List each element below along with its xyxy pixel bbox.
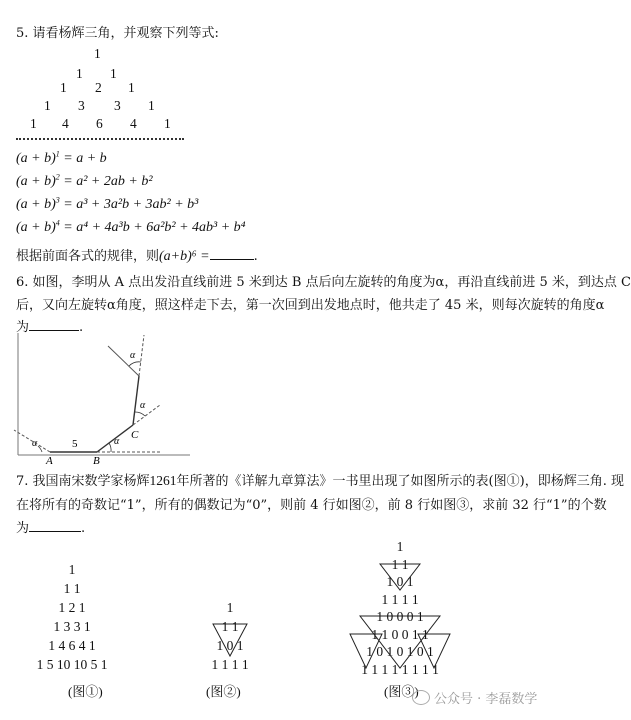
- triangle-row: 1: [396, 539, 404, 554]
- question-text: 7. 我国南宋数学家杨辉: [16, 474, 150, 489]
- triangle-row: 1: [226, 600, 234, 615]
- equation-rhs: = a³ + 3a²b + 3ab² + b³: [63, 197, 199, 212]
- equation-rhs: = a⁴ + 4a³b + 6a²b² + 4ab³ + b⁴: [63, 220, 246, 235]
- length-label: 5: [72, 438, 78, 450]
- inverted-triangle-shape: [213, 624, 247, 656]
- equation-exponent: 1: [55, 149, 60, 159]
- triangle-cell: 1: [94, 46, 101, 61]
- triangle-row: 1 1: [391, 556, 409, 572]
- equation-exponent: 4: [55, 218, 60, 228]
- equation-rhs: = a + b: [63, 151, 107, 166]
- caption-fig1: (图①): [68, 684, 103, 699]
- triangle-row: 1 1 1 1: [211, 657, 249, 672]
- triangle-cell: 1: [76, 66, 83, 81]
- equation-lhs: (a + b): [16, 220, 56, 235]
- question-suffix: .: [81, 521, 86, 536]
- question-expr: (a+b)⁶ =: [159, 249, 210, 264]
- triangle-cell: 1: [110, 66, 117, 81]
- q5-question: [16, 245, 258, 265]
- alpha-label: α: [130, 350, 136, 361]
- equation-lhs: (a + b): [16, 174, 56, 189]
- triangle-cell: 1: [128, 80, 135, 95]
- equation-exponent: 2: [55, 172, 60, 182]
- triangle-row: 1 4 6 4 1: [48, 638, 96, 653]
- q6-line2: 后，又向左旋转α角度，照这样走下去，第一次回到出发地点时，他共走了 45 米，则每次旋转的角度α: [16, 298, 605, 313]
- question-suffix: .: [253, 249, 258, 264]
- alpha-label: α: [114, 436, 120, 447]
- q6-walk-figure: [0, 330, 200, 467]
- question-text: 根据前面各式的规律，则: [16, 249, 160, 264]
- q5-heading: 5. 请看杨辉三角，并观察下列等式:: [16, 26, 219, 41]
- triangle-row: 1 1: [221, 619, 239, 634]
- point-label-a: A: [46, 455, 53, 467]
- triangle-cell: 1: [30, 116, 37, 131]
- dashed-extension: [133, 405, 160, 425]
- question-text: 年所著的《详解九章算法》一书里出现了如图所示的表(图①)，即杨辉三角. 现: [176, 474, 624, 489]
- question-text: 为: [16, 320, 30, 335]
- triangle-row: 1 0 1 0 1 0 1: [366, 644, 434, 659]
- alpha-label: α: [140, 400, 146, 411]
- triangle-cell: 2: [95, 80, 102, 95]
- triangle-cell: 3: [78, 98, 85, 113]
- triangle-row: 1 0 1: [386, 574, 414, 589]
- caption-fig2: (图②): [206, 684, 241, 699]
- inverted-triangle-shape: [380, 564, 420, 590]
- alpha-label: α: [32, 438, 38, 449]
- angle-arc: [109, 443, 111, 452]
- answer-blank[interactable]: [29, 531, 81, 532]
- watermark: [412, 688, 537, 707]
- triangle-row: 1 5 10 10 5 1: [36, 657, 108, 672]
- point-label-b: B: [93, 455, 100, 467]
- triangle-cell: 1: [60, 80, 67, 95]
- equation-exponent: 3: [55, 195, 60, 205]
- triangle-cell: 3: [114, 98, 121, 113]
- fig2-inverted-triangle: [210, 618, 250, 662]
- triangle-row: 1 1 1 1 1 1 1 1: [361, 661, 439, 677]
- angle-arc: [38, 446, 42, 452]
- equation-lhs: (a + b): [16, 197, 56, 212]
- triangle-row: 1 1 0 0 1 1: [371, 626, 429, 642]
- triangle-cell: 4: [62, 116, 69, 131]
- q7-line3: [16, 517, 85, 536]
- inverted-triangle-shape: [360, 616, 440, 668]
- equation-rhs: = a² + 2ab + b²: [63, 174, 153, 189]
- caption-fig3: (图③): [384, 684, 419, 699]
- fig1-pascal-triangle: [12, 560, 132, 674]
- question-suffix: .: [79, 320, 84, 335]
- equation-row: [16, 197, 198, 213]
- triangle-cell: 1: [44, 98, 51, 113]
- watermark-text: 公众号 · 李磊数学: [434, 692, 538, 707]
- dashed-extension: [139, 335, 144, 376]
- year-number: 1261: [149, 473, 177, 488]
- question-text: 为: [16, 521, 30, 536]
- wechat-icon: [412, 690, 430, 705]
- triangle-cell: 4: [130, 116, 137, 131]
- equation-row: [16, 220, 246, 236]
- segment-cd: [133, 376, 139, 425]
- triangle-row: 1 1: [63, 581, 81, 596]
- triangle-cell: 1: [148, 98, 155, 113]
- angle-arc: [129, 362, 141, 366]
- angle-arc: [135, 412, 145, 416]
- triangle-row: 1: [68, 562, 76, 577]
- dotted-divider: [16, 138, 184, 140]
- q7-line2: 在将所有的奇数记“1”，所有的偶数记为“0”，则前 4 行如图②，前 8 行如图③，求前 32 行“1”的个数: [16, 498, 607, 513]
- triangle-cell: 1: [164, 116, 171, 131]
- triangle-row: 1 0 1: [216, 638, 244, 653]
- equation-row: [16, 174, 153, 190]
- answer-blank[interactable]: [210, 259, 254, 260]
- fig3-inverted-triangles: [340, 556, 460, 681]
- q6-line1: 6. 如图，李明从 A 点出发沿直线前进 5 米到达 B 点后向左旋转的角度为α，再沿直线前进 5 米，到达点 C: [16, 275, 631, 290]
- point-label-c: C: [131, 429, 139, 441]
- equation-lhs: (a + b): [16, 151, 56, 166]
- triangle-row: 1 3 3 1: [53, 619, 91, 634]
- triangle-row: 1 2 1: [58, 600, 86, 615]
- triangle-row: 1 0 0 0 1: [376, 609, 424, 624]
- equation-row: [16, 151, 107, 167]
- q7-line1: [16, 470, 624, 489]
- triangle-row: 1 1 1 1: [381, 591, 419, 607]
- triangle-cell: 6: [96, 116, 103, 131]
